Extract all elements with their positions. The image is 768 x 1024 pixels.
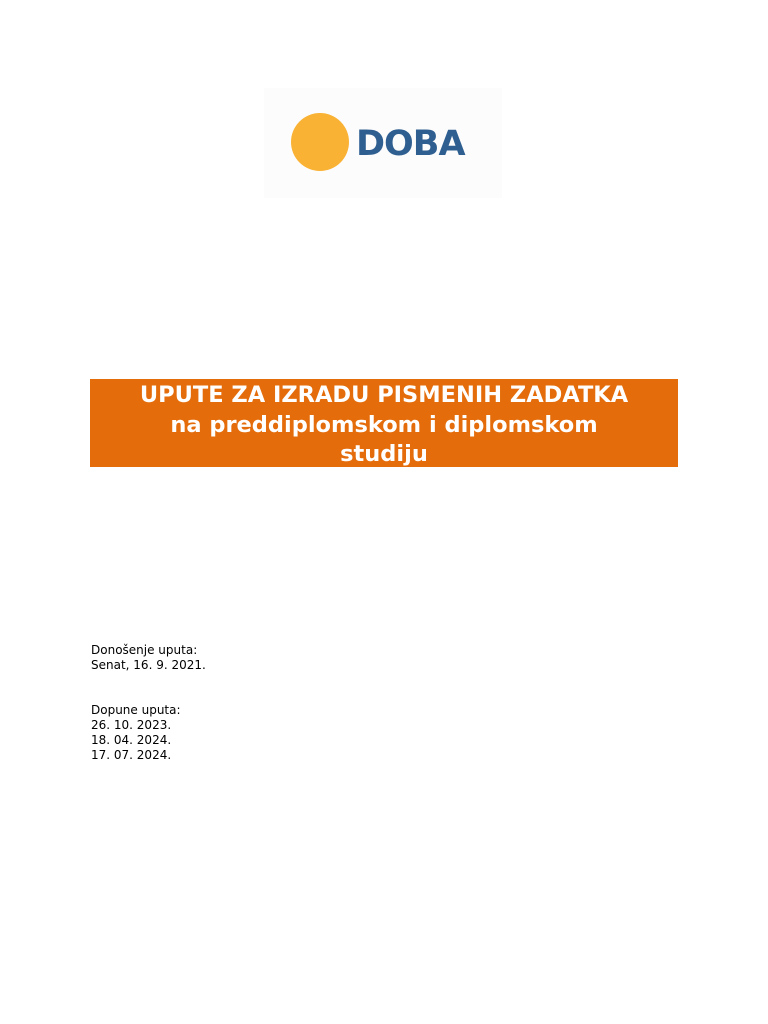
amendment-date: 17. 07. 2024. [91,748,172,762]
logo-sun-circle [291,113,349,171]
doba-logo [264,88,502,198]
title-line-2: na preddiplomskom i diplomskom [170,411,598,438]
amendments-info [91,703,181,763]
title-line-1: UPUTE ZA IZRADU PISMENIH ZADATKA [139,382,629,408]
adoption-label: Donošenje uputa: [91,643,198,657]
document-title [90,379,678,467]
amendments-label: Dopune uputa: [91,703,181,717]
adoption-value: Senat, 16. 9. 2021. [91,658,206,672]
logo-wordmark: DOBA [356,124,465,164]
title-line-3: studiju [340,441,428,467]
adoption-info [91,643,206,673]
doba-logo-graphic [264,88,502,198]
amendment-date: 18. 04. 2024. [91,733,172,747]
amendment-date: 26. 10. 2023. [91,718,172,732]
